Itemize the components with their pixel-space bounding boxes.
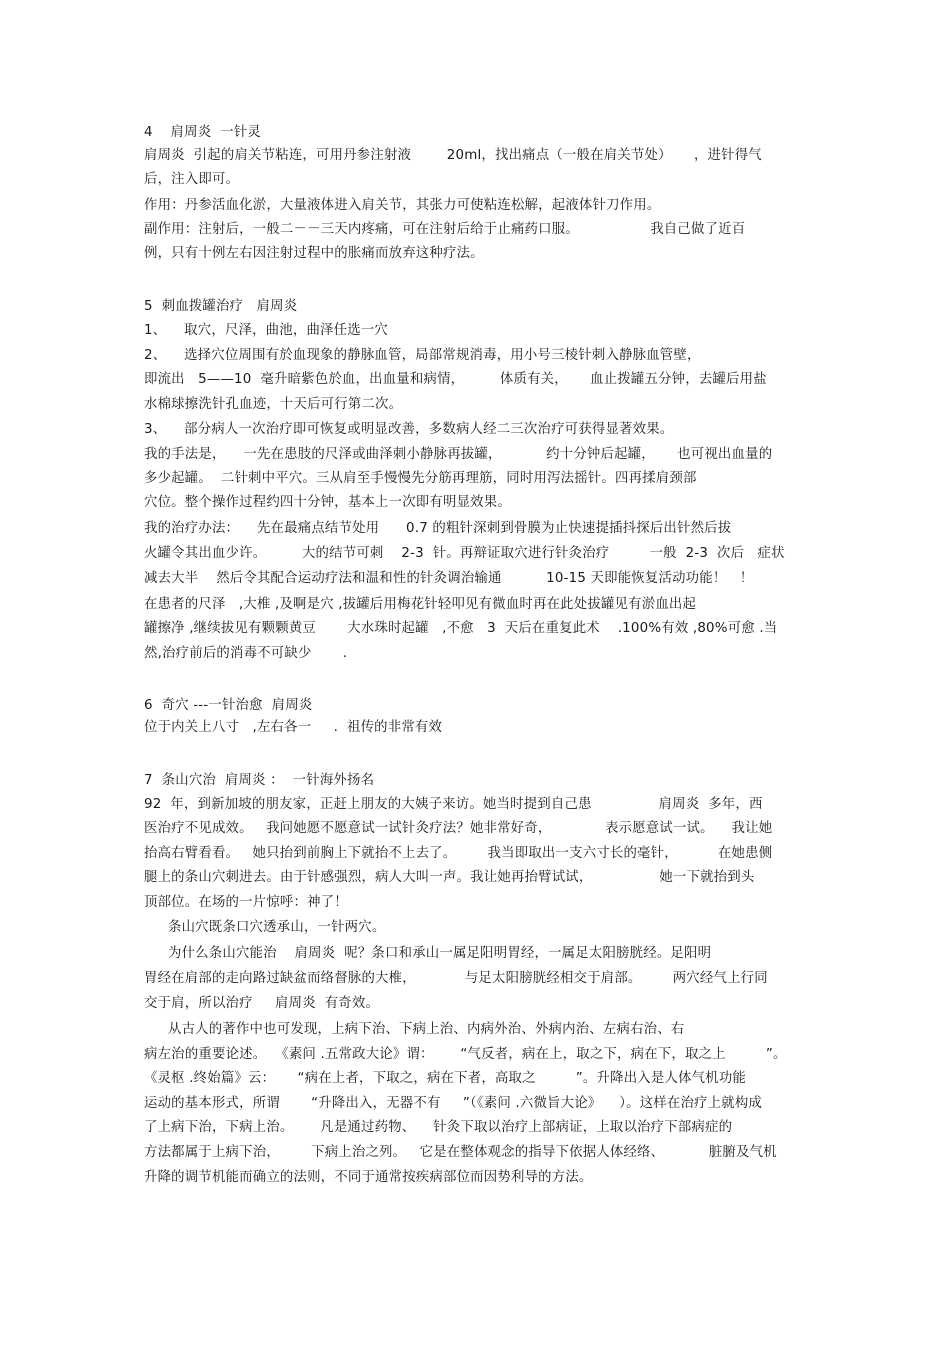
paragraph-line: 水棉球擦洗针孔血迹，十天后可行第二次。 (144, 397, 403, 412)
paragraph-line: 肩周炎 引起的肩关节粘连，可用丹参注射液 20ml，找出痛点（一般在肩关节处） ，进针得气 (144, 148, 762, 163)
paragraph-line: 副作用：注射后，一般二－－三天内疼痛，可在注射后给于止痛药口服。 我自己做了近百 (144, 222, 746, 237)
paragraph-line: 了上病下治，下病上治。 凡是通过药物、 针灸下取以治疗上部病证，上取以治疗下部病症的 (144, 1120, 733, 1135)
paragraph-line: 在患者的尺泽 ,大椎 ,及啊是穴 ,拔罐后用梅花针轻叩见有微血时再在此处拔罐见有淤血出起 (144, 597, 697, 612)
paragraph-line: 腿上的条山穴刺进去。由于针感强烈，病人大叫一声。我让她再抬臂试试， 她一下就抬到头 (144, 870, 755, 885)
paragraph-line: 即流出 5——10 毫升暗紫色於血，出血量和病情， 体质有关， 血止拨罐五分钟，去罐后用盐 (144, 372, 767, 387)
paragraph-line: 《灵枢 .终始篇》云： “病在上者，下取之，病在下者，高取之 ”。升降出入是人体气机功能 (144, 1071, 747, 1086)
paragraph-line: 我的手法是， 一先在患肢的尺泽或曲泽刺小静脉再拔罐， 约十分钟后起罐， 也可视出血量的 (144, 447, 773, 462)
paragraph-line: 多少起罐。 二针刺中平穴。三从肩至手慢慢先分筋再理筋，同时用泻法摇针。四再揉肩颈部 (144, 471, 697, 486)
paragraph-line: 我的治疗办法： 先在最痛点结节处用 0.7 的粗针深刺到骨膜为止快速提插抖探后出针然后拔 (144, 521, 732, 536)
paragraph-line: 升降的调节机能而确立的法则，不同于通常按疾病部位而因势利导的方法。 (144, 1170, 593, 1185)
section-heading: 7 条山穴治 肩周炎 ： 一针海外扬名 (144, 773, 375, 788)
paragraph-line: 减去大半 然后令其配合运动疗法和温和性的针灸调治输通 10-15 天即能恢复活动功能！ ！ (144, 571, 754, 586)
paragraph-line: 条山穴既条口穴透承山，一针两穴。 (168, 920, 386, 935)
paragraph-line: 顶部位。在场的一片惊呼：神了！ (144, 895, 348, 910)
paragraph-line: 医治疗不见成效。 我问她愿不愿意试一试针灸疗法？她非常好奇， 表示愿意试一试。 我让她 (144, 821, 773, 836)
paragraph-line: 2、 选择穴位周围有於血现象的静脉血管，局部常规消毒，用小号三棱针刺入静脉血管壁， (144, 348, 701, 363)
paragraph-line: 火罐令其出血少许。 大的结节可刺 2-3 针。再辩证取穴进行针灸治疗 一般 2-3 次后 症状 (144, 546, 785, 561)
paragraph-line: 为什么条山穴能治 肩周炎 呢？条口和承山一属足阳明胃经，一属足太阳膀胱经。足阳明 (168, 946, 712, 961)
paragraph-line: 方法都属于上病下治， 下病上治之列。 它是在整体观念的指导下依据人体经络、 脏腑及气机 (144, 1145, 777, 1160)
paragraph-line: 穴位。整个操作过程约四十分钟，基本上一次即有明显效果。 (144, 495, 511, 510)
paragraph-line: 抬高右臂看看。 她只抬到前胸上下就抬不上去了。 我当即取出一支六寸长的毫针， 在她患侧 (144, 846, 773, 861)
paragraph-line: 然,治疗前后的消毒不可缺少 . (144, 646, 348, 661)
paragraph-line: 后，注入即可。 (144, 172, 240, 187)
paragraph-line: 例，只有十例左右因注射过程中的胀痛而放弃这种疗法。 (144, 246, 484, 261)
section-heading: 4 肩周炎 一针灵 (144, 125, 262, 140)
paragraph-line: 交于肩，所以治疗 肩周炎 有奇效。 (144, 996, 380, 1011)
section-heading: 5 刺血拨罐治疗 肩周炎 (144, 299, 298, 314)
paragraph-line: 从古人的著作中也可发现，上病下治、下病上治、内病外治、外病内治、左病右治、右 (168, 1022, 685, 1037)
paragraph-line: 作用：丹参活血化淤，大量液体进入肩关节，其张力可使粘连松解，起液体针刀作用。 (144, 198, 661, 213)
paragraph-line: 病左治的重要论述。 《素问 .五常政大论》谓： “气反者，病在上，取之下，病在下，取之上 ”。 (144, 1047, 787, 1062)
paragraph-line: 罐擦净 ,继续拔见有颗颗黄豆 大水珠时起罐 ,不愈 3 天后在重复此术 .100%有效 ,80%可愈 .当 (144, 621, 778, 636)
paragraph-line: 1、 取穴，尺泽，曲池，曲泽任选一穴 (144, 323, 388, 338)
paragraph-line: 胃经在肩部的走向路过缺盆而络督脉的大椎， 与足太阳膀胱经相交于肩部。 两穴经气上行同 (144, 971, 768, 986)
paragraph-line: 3、 部分病人一次治疗即可恢复或明显改善，多数病人经二三次治疗可获得显著效果。 (144, 422, 674, 437)
paragraph-line: 位于内关上八寸 ,左右各一 . 祖传的非常有效 (144, 720, 443, 735)
paragraph-line: 92 年，到新加坡的朋友家，正赶上朋友的大姨子来访。她当时提到自己患 肩周炎 多年，西 (144, 797, 763, 812)
section-heading: 6 奇穴 ---一针治愈 肩周炎 (144, 698, 313, 713)
paragraph-line: 运动的基本形式，所谓 “升降出入，无器不有 ”（《素问 .六微旨大论》 ）。这样在治疗上就构成 (144, 1096, 763, 1111)
